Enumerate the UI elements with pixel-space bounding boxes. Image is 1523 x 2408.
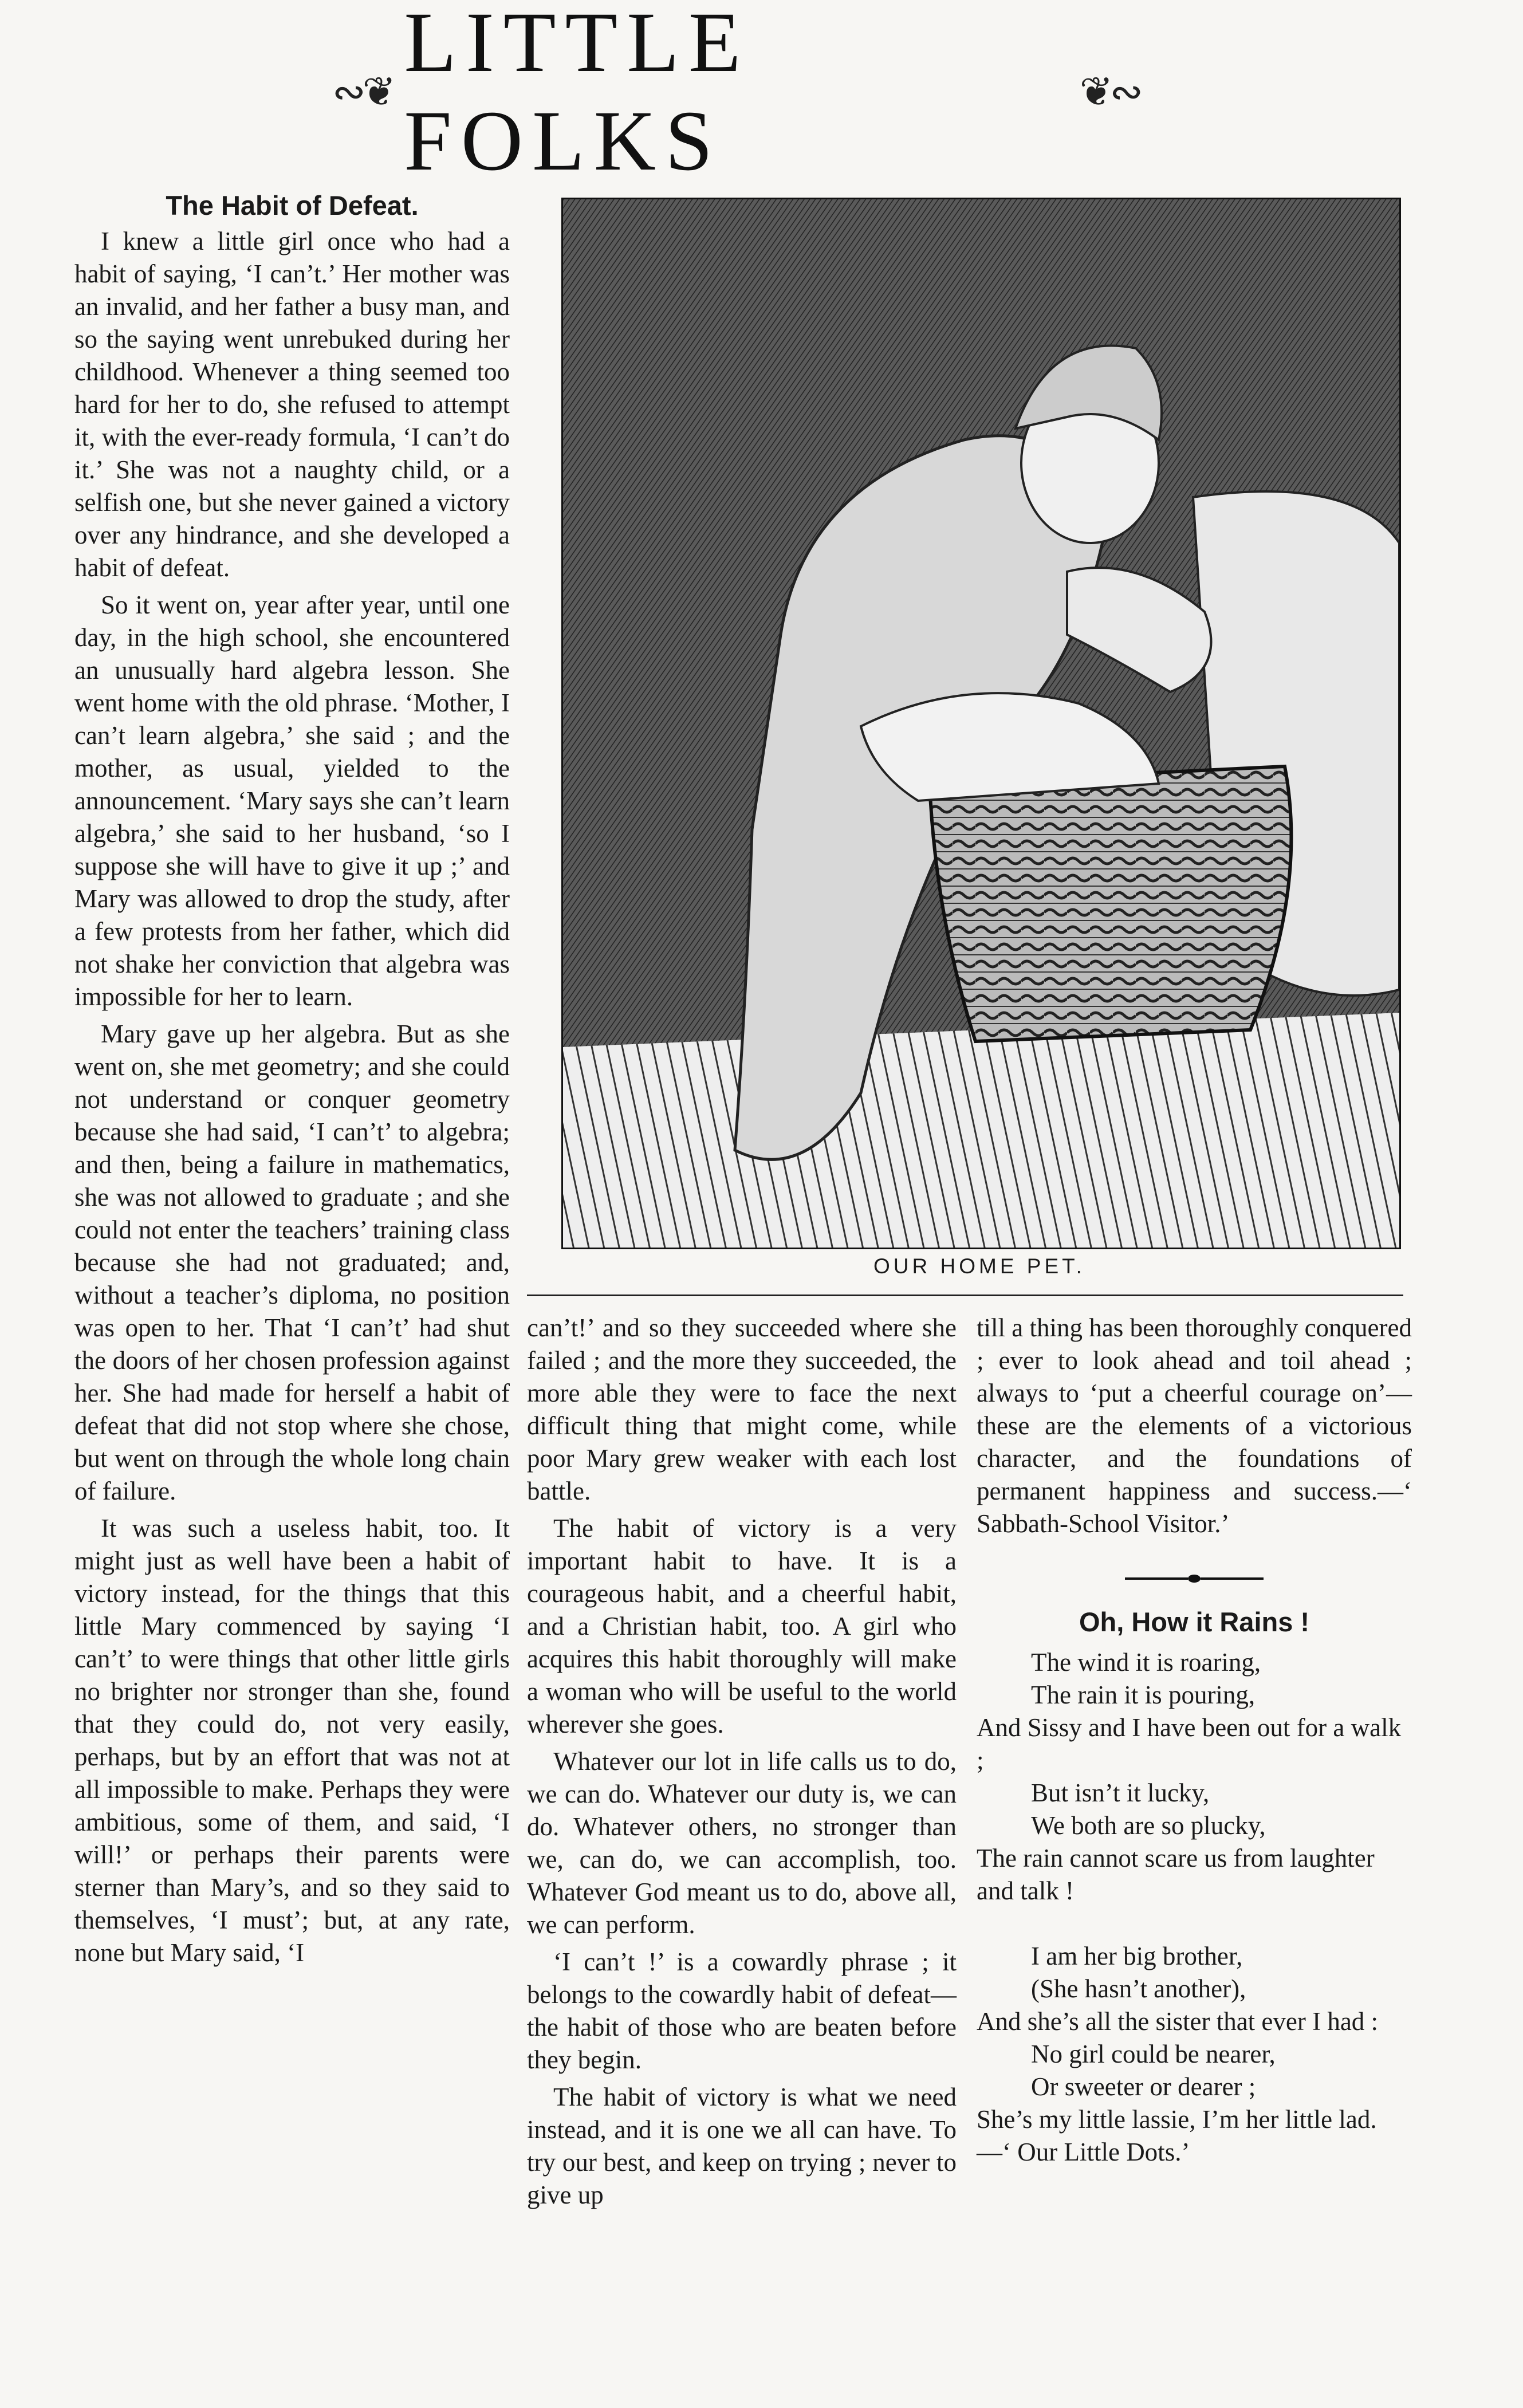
article-paragraph: The habit of victory is a very important habit to have. It is a courageous habit, and a cheerful habit, and a Christian habit, too. A girl who acquires this habit thoroughly will make a woman who will be useful to the world wherever she goes. — [527, 1514, 957, 1738]
article-paragraph: till a thing has been thoroughly conquered ; ever to look ahead and toil ahead ; always to ‘put a cheerful courage on’—these are the elements of a victorious character, and the foundations of permanent happiness and success.—‘ Sabbath-School Visitor.’ — [977, 1313, 1412, 1538]
poem-line: (She hasn’t another), — [1031, 1974, 1246, 2003]
poem-line: We both are so plucky, — [1031, 1811, 1266, 1840]
article-paragraph: Whatever our lot in life calls us to do, we can do. Whatever our duty is, we can do. Whatever others, no stronger than we, can do, we can accomplish, too. Whatever God meant us to do, above all, we can perform. — [527, 1747, 957, 1939]
illustration-caption: OUR HOME PET. — [873, 1254, 1085, 1278]
ornament-dot-icon — [1188, 1575, 1201, 1583]
article-paragraph: I knew a little girl once who had a habit of saying, ‘I can’t.’ Her mother was an invalid, and her father a busy man, and so the saying went unrebuked during her childhood. Whenever a thing seemed too hard for her to do, she refused to attempt it, with the ever-ready formula, ‘I can’t do it.’ She was not a naughty child, or a selfish one, but she never gained a victory over any hindrance, and she developed a habit of defeat. — [74, 227, 510, 582]
illustration-engraving — [563, 199, 1399, 1248]
article-paragraph: can’t!’ and so they succeeded where she failed ; and the more they succeeded, the more able they were to face the next difficult thing that might come, while poor Mary grew weaker with each lost battle. — [527, 1313, 957, 1505]
section-divider — [527, 1295, 1403, 1296]
poem-line: The rain cannot scare us from laughter and talk ! — [977, 1844, 1375, 1905]
article-paragraph: The habit of victory is what we need instead, and it is one we all can have. To try our best, and keep on trying ; never to give up — [527, 2083, 957, 2209]
ornament-right-icon: ❦∾ — [1079, 70, 1140, 115]
illustration — [561, 198, 1401, 1249]
article-title: The Habit of Defeat. — [166, 190, 419, 221]
poem-title: Oh, How it Rains ! — [1079, 1607, 1310, 1637]
poem-credit: —‘ Our Little Dots.’ — [977, 2138, 1190, 2166]
article-column-3 — [977, 1312, 1412, 2285]
masthead-title: LITTLE FOLKS — [404, 0, 750, 188]
poem-line: No girl could be nearer, — [1031, 2040, 1276, 2068]
poem — [977, 1646, 1412, 2169]
poem-line: The rain it is pouring, — [1031, 1681, 1256, 1709]
poem-line: And she’s all the sister that ever I had : — [977, 2007, 1379, 2036]
ornamental-rule — [977, 1575, 1412, 1583]
article-paragraph: ‘I can’t !’ is a cowardly phrase ; it belongs to the cowardly habit of defeat—the habit of those who are beaten before they begin. — [527, 1947, 957, 2074]
masthead — [321, 0, 1151, 188]
poem-line: But isn’t it lucky, — [1031, 1779, 1210, 1807]
poem-line: She’s my little lassie, I’m her little lad. — [977, 2105, 1377, 2134]
article-paragraph: So it went on, year after year, until one day, in the high school, she encountered an unusually hard algebra lesson. She went home with the old phrase. ‘Mother, I can’t learn algebra,’ she said ; and the mother, as usual, yielded to the announcement. ‘Mary says she can’t learn algebra,’ she said to her husband, ‘so I suppose she will have to give it up ;’ and Mary was allowed to drop the study, after a few protests from her father, which did not shake her conviction that algebra was impossible for her to learn. — [74, 591, 510, 1011]
poem-line: And Sissy and I have been out for a walk ; — [977, 1713, 1402, 1774]
article-paragraph: It was such a useless habit, too. It might just as well have been a habit of victory instead, for the things that this little Mary commenced by saying ‘I can’t’ to were things that other little girls no brighter nor stronger than she, found that they could do, not very easily, perhaps, but by an effort that was not at all impossible to make. Perhaps they were ambitious, some of them, and said, ‘I will!’ or perhaps their parents were sterner than Mary’s, and so they said to themselves, ‘I must’; but, at any rate, none but Mary said, ‘I — [74, 1514, 510, 1967]
poem-line: I am her big brother, — [1031, 1942, 1243, 1970]
article-column-1 — [74, 189, 510, 2280]
article-column-2 — [527, 1312, 957, 2285]
article-paragraph: Mary gave up her algebra. But as she went on, she met geometry; and she could not understand or conquer geometry because she had said, ‘I can’t’ to algebra; and then, being a failure in mathematics, she was not allowed to graduate ; and she could not enter the teachers’ training class because she had not graduated; and, without a teacher’s diploma, no position was open to her. That ‘I can’t’ had shut the doors of her chosen profession against her. She had made for herself a habit of defeat that did not stop where she chose, but went on through the whole long chain of failure. — [74, 1020, 510, 1505]
poem-line: Or sweeter or dearer ; — [1031, 2072, 1256, 2101]
ornament-left-icon: ∾❦ — [332, 70, 393, 115]
poem-line: The wind it is roaring, — [1031, 1648, 1261, 1677]
